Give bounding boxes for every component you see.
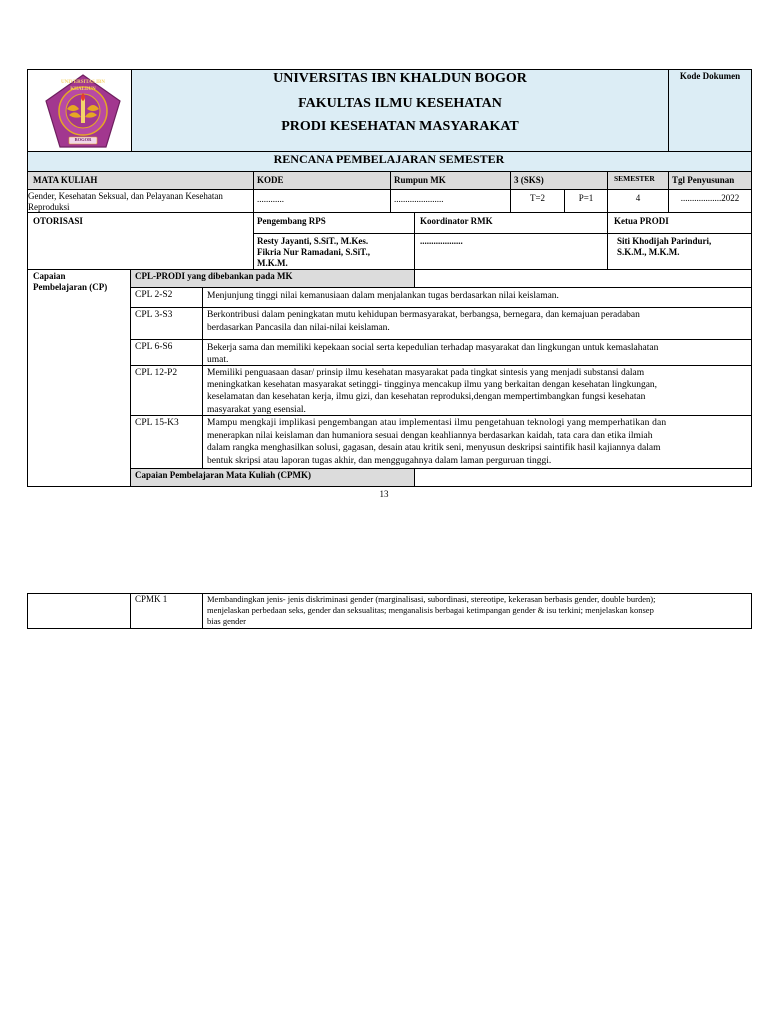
table-border [202, 593, 203, 629]
ketua-name: Siti Khodijah Parinduri, [617, 236, 712, 246]
col-sks: 3 (SKS) [514, 175, 544, 185]
university-logo [43, 73, 123, 151]
table-border [751, 593, 752, 629]
table-border [414, 212, 415, 270]
cpl-text-line: Memiliki penguasaan dasar/ prinsip ilmu kesehatan masyarakat pada tingkat sintesis yang menjadi substansi dalam [207, 368, 645, 378]
cp-label: Pembelajaran (CP) [33, 282, 108, 292]
course-p: P=1 [578, 193, 594, 203]
koordinator-value: ................... [420, 236, 463, 246]
pengembang-name: Resty Jayanti, S.SiT., M.Kes. [257, 236, 369, 246]
col-rumpun: Rumpun MK [394, 175, 446, 185]
cpmk-text-line: bias gender [207, 616, 246, 626]
table-border [131, 339, 752, 340]
table-border [390, 171, 391, 213]
table-border [131, 287, 752, 288]
university-name: UNIVERSITAS IBN KHALDUN BOGOR [273, 71, 527, 86]
program-name: PRODI KESEHATAN MASYARAKAT [281, 119, 519, 134]
cpl-code: CPL 2-S2 [135, 290, 173, 300]
course-rumpun: ...................... [394, 194, 444, 204]
faculty-name: FAKULTAS ILMU KESEHATAN [298, 96, 502, 111]
cpl-text-line: berdasarkan Pancasila dan nilai-nilai keislaman. [207, 323, 390, 333]
cpl-text-line: Menjunjung tinggi nilai kemanusiaan dalam menjalankan tugas berdasarkan nilai keislaman. [207, 291, 559, 301]
cpl-code: CPL 6-S6 [135, 342, 173, 352]
course-tgl: ..................2022 [680, 193, 740, 203]
course-kode: ............ [257, 194, 284, 204]
table-border [27, 269, 752, 270]
cpl-text-line: dalam rangka menghasilkan solusi, gagasan, desain atau kritik seni, menyusun deskripsi saintifik hasil kajiannya dalam [207, 443, 661, 453]
doc-code-label: Kode Dokumen [679, 71, 741, 81]
cpmk-text-line: menjelaskan perbedaan seks, gender dan seksualitas; menganalisis berbagai ketimpangan gender & isu terkini; menjelaskan konsep [207, 605, 654, 615]
cpl-text-line: masyarakat yang esensial. [207, 405, 306, 415]
table-border [27, 593, 28, 629]
table-border [414, 269, 415, 288]
cpl-text-line: Mampu mengkaji implikasi pengembangan atau implementasi ilmu pengetahuan teknologi yang memperhatikan dan [207, 418, 667, 428]
cpl-text-line: menerapkan nilai keislaman dan humaniora sesuai dengan keahliannya berdasarkan kaidah, tata cara dan etika ilmiah [207, 431, 653, 441]
table-border [414, 468, 415, 486]
cpmk-header: Capaian Pembelajaran Mata Kuliah (CPMK) [135, 470, 311, 480]
col-tgl: Tgl Penyusunan [672, 175, 735, 185]
logo-bottom-text: BOGOR [74, 137, 92, 142]
cpmk-code: CPMK 1 [135, 594, 168, 604]
ketua-label: Ketua PRODI [614, 216, 669, 226]
koordinator-label: Koordinator RMK [420, 216, 493, 226]
table-border [253, 233, 752, 234]
pengembang-label: Pengembang RPS [257, 216, 326, 226]
table-border [130, 593, 131, 629]
cpl-text-line: meningkatkan kesehatan masyarakat setinggi- tingginya mencakup ilmu yang berkaitan dengan kesehatan lingkungan, [207, 380, 658, 390]
course-semester: 4 [635, 193, 641, 203]
pengembang-name: Fikria Nur Ramadani, S.SiT., [257, 247, 370, 257]
otorisasi-label: OTORISASI [33, 216, 83, 226]
table-border [27, 628, 752, 629]
page-number: 13 [379, 489, 389, 499]
table-border [253, 171, 254, 270]
cpl-text-line: Bekerja sama dan memiliki kepekaan social serta kepedulian terhadap masyarakat dan lingkungan untuk kemaslahatan [207, 343, 659, 353]
cp-label: Capaian [33, 271, 66, 281]
cpl-text-line: umat. [207, 355, 229, 365]
cpl-text-line: Berkontribusi dalam peningkatan mutu kehidupan bermasyarakat, berbangsa, bernegara, dan kemajuan peradaban [207, 310, 640, 320]
logo-ring-text: UNIVERSITAS IBN KHALDUN [61, 80, 105, 92]
course-t: T=2 [529, 193, 546, 203]
table-border [751, 69, 752, 486]
cpl-code: CPL 3-S3 [135, 310, 173, 320]
course-name: Gender, Kesehatan Seksual, dan Pelayanan Kesehatan Reproduksi [28, 191, 223, 212]
cpl-text-line: keselamatan dan kesehatan kerja, ilmu gizi, dan kesehatan reproduksi,dengan mempertimbangkan fungsi kesehatan [207, 392, 646, 402]
col-mata-kuliah: MATA KULIAH [33, 175, 98, 185]
col-semester: SEMESTER [614, 174, 655, 183]
cpl-code: CPL 15-K3 [135, 418, 179, 428]
table-border [131, 307, 752, 308]
pengembang-name: M.K.M. [257, 258, 288, 268]
col-kode: KODE [257, 175, 284, 185]
table-border [607, 171, 608, 270]
table-border [202, 287, 203, 468]
table-border [131, 468, 752, 469]
cpl-text-line: bentuk skripsi atau laporan tugas akhir, dan menggugahnya dalam laman perguruan tinggi. [207, 456, 552, 466]
cpl-header: CPL-PRODI yang dibebankan pada MK [135, 271, 293, 281]
cpmk-text-line: Membandingkan jenis- jenis diskriminasi gender (marginalisasi, subordinasi, stereotipe, kekerasan berbasis gender, double burden); [207, 594, 656, 604]
table-border [130, 269, 131, 486]
table-border [27, 486, 752, 487]
rps-title: RENCANA PEMBELAJARAN SEMESTER [273, 152, 505, 166]
cpl-code: CPL 12-P2 [135, 368, 178, 378]
table-border [27, 69, 28, 486]
ketua-name: S.K.M., M.K.M. [617, 247, 680, 257]
